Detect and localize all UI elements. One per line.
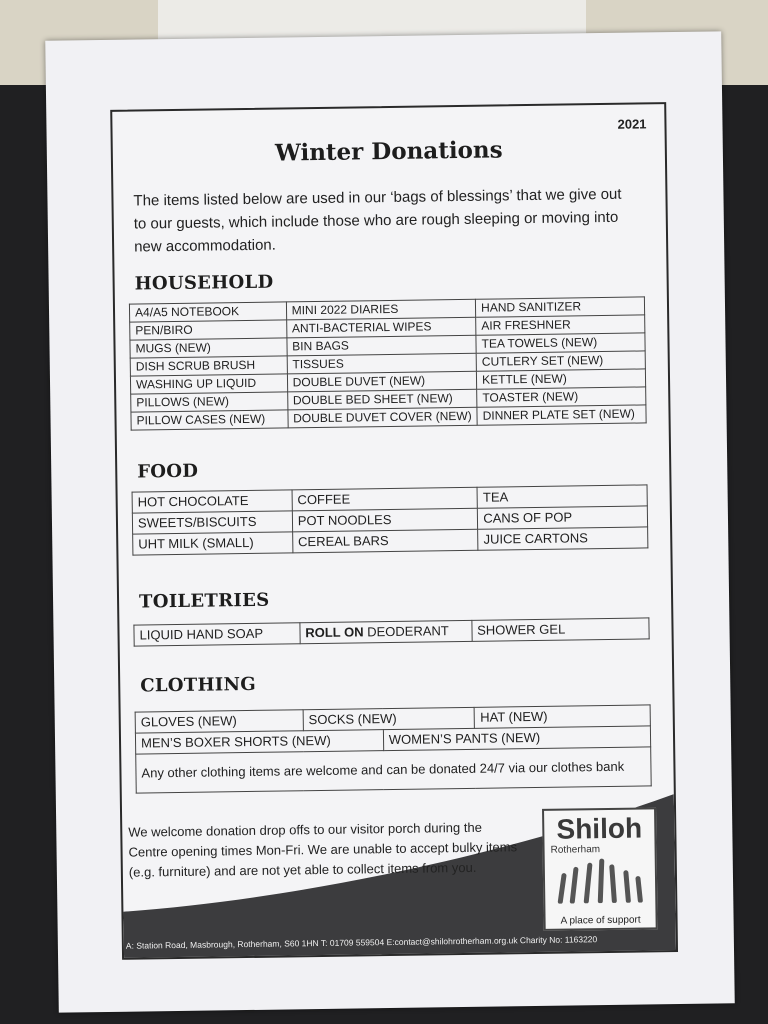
clothing-item: GLOVES (NEW) — [135, 710, 303, 733]
household-heading: HOUSEHOLD — [134, 271, 274, 295]
household-item: PILLOW CASES (NEW) — [131, 410, 288, 430]
household-item: MUGS (NEW) — [130, 338, 287, 358]
household-item: DISH SCRUB BRUSH — [130, 356, 287, 376]
food-table — [132, 484, 649, 555]
household-item: DOUBLE BED SHEET (NEW) — [287, 389, 477, 410]
shiloh-logo — [542, 807, 658, 931]
poster-paper — [45, 31, 735, 1012]
logo-name: Shiloh — [556, 812, 643, 845]
clothing-heading: CLOTHING — [140, 673, 257, 697]
toiletries-item — [300, 620, 472, 643]
household-item: A4/A5 NOTEBOOK — [129, 302, 286, 322]
food-item: JUICE CARTONS — [478, 527, 648, 550]
household-item: DINNER PLATE SET (NEW) — [477, 405, 646, 425]
contact-address: A: Station Road, Masbrough, Rotherham, S60 1HN T: 01709 559504 E:contact@shilohrotherham.org.uk Charity No: 1163220 — [125, 934, 598, 951]
household-item: BIN BAGS — [287, 335, 477, 356]
household-item: PEN/BIRO — [130, 320, 287, 340]
food-item: HOT CHOCOLATE — [132, 490, 292, 513]
clothing-item: WOMEN’S PANTS (NEW) — [383, 726, 651, 751]
table-row — [134, 618, 649, 646]
toiletries-item: LIQUID HAND SOAP — [134, 623, 300, 646]
raised-hands-icon — [550, 854, 651, 903]
poster-title: Winter Donations — [274, 136, 503, 167]
toiletries-item-rest: DEODERANT — [363, 623, 449, 640]
food-heading: FOOD — [137, 460, 199, 483]
food-item: SWEETS/BISCUITS — [132, 511, 292, 534]
household-item: WASHING UP LIQUID — [130, 374, 287, 394]
food-item: CEREAL BARS — [292, 529, 478, 553]
logo-subtitle: Rotherham — [550, 844, 601, 856]
table-row — [136, 747, 651, 793]
household-item: MINI 2022 DIARIES — [286, 299, 476, 320]
clothing-note: Any other clothing items are welcome and can be donated 24/7 via our clothes bank — [136, 747, 651, 793]
food-item: COFFEE — [292, 487, 478, 511]
clothing-item: HAT (NEW) — [475, 705, 651, 728]
household-item: KETTLE (NEW) — [477, 369, 646, 389]
food-item: TEA — [477, 485, 647, 508]
toiletries-table — [133, 617, 649, 646]
household-table — [129, 296, 647, 430]
clothing-table — [135, 704, 652, 793]
toiletries-heading: TOILETRIES — [138, 589, 270, 613]
household-item: DOUBLE DUVET COVER (NEW) — [288, 407, 478, 428]
household-item: ANTI-BACTERIAL WIPES — [286, 317, 476, 338]
food-item: CANS OF POP — [478, 506, 648, 529]
dropoff-text: We welcome donation drop offs to our visitor porch during the Centre opening times Mon-Fri. We are unable to accept bulky items (e.g. furniture) and are not yet able to collect items from you. — [128, 819, 518, 880]
poster-year: 2021 — [617, 116, 647, 132]
household-item: TISSUES — [287, 353, 477, 374]
intro-text: The items listed below are used in our ‘bags of blessings’ that we give out to our guests, which include those who are rough sleeping or moving into new accommodation. — [133, 185, 622, 256]
food-item: UHT MILK (SMALL) — [133, 532, 293, 555]
poster-frame — [110, 102, 678, 960]
logo-tagline: A place of support — [560, 914, 641, 927]
household-item: DOUBLE DUVET (NEW) — [287, 371, 477, 392]
clothing-item: SOCKS (NEW) — [303, 707, 475, 730]
toiletries-item-bold: ROLL ON — [305, 624, 364, 641]
household-item: AIR FRESHNER — [476, 315, 645, 335]
food-item: POT NOODLES — [292, 508, 478, 532]
toiletries-item: SHOWER GEL — [471, 618, 649, 641]
household-item: CUTLERY SET (NEW) — [476, 351, 645, 371]
household-item: HAND SANITIZER — [476, 297, 645, 317]
household-item: TEA TOWELS (NEW) — [476, 333, 645, 353]
household-item: PILLOWS (NEW) — [131, 392, 288, 412]
household-item: TOASTER (NEW) — [477, 387, 646, 407]
clothing-item: MEN’S BOXER SHORTS (NEW) — [135, 730, 383, 754]
